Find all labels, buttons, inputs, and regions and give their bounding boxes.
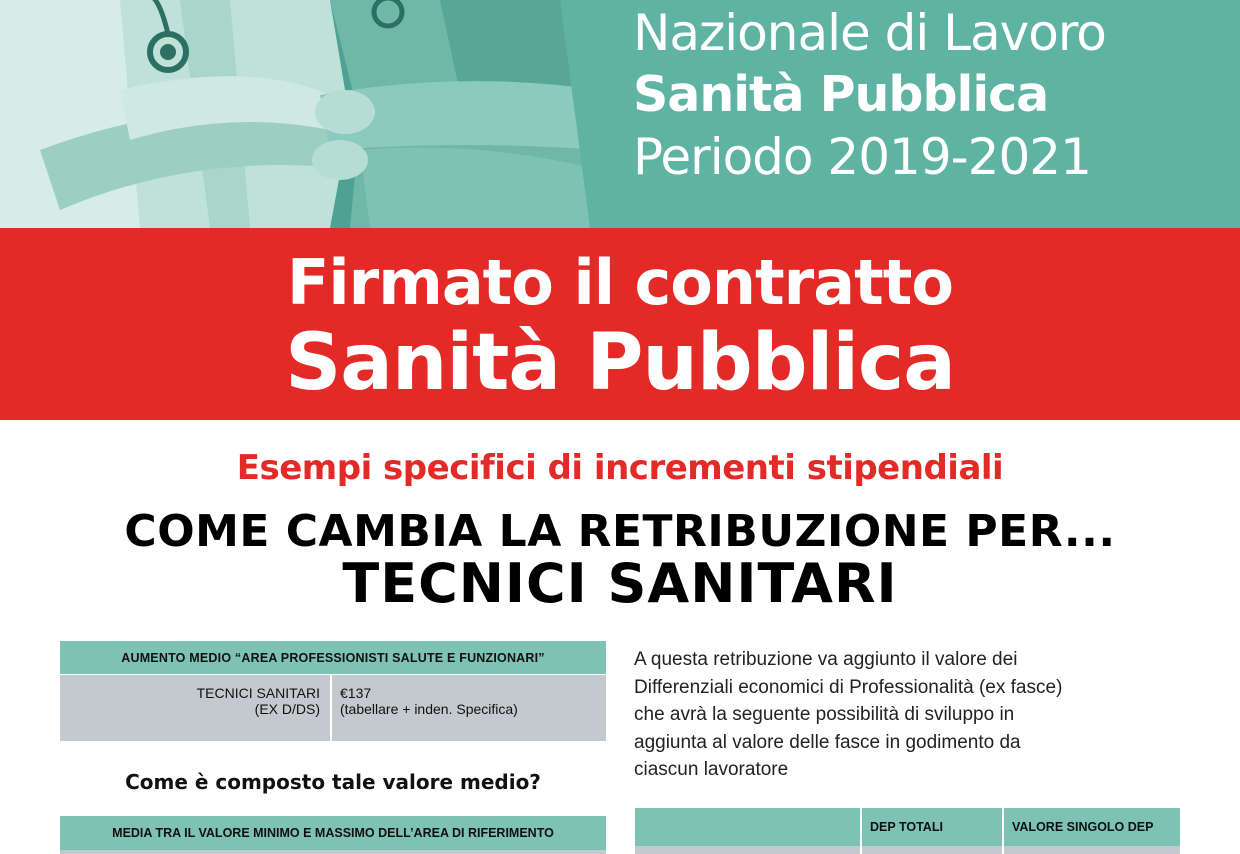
value-cell — [332, 675, 606, 741]
table-cell — [862, 846, 1004, 854]
header-cell-empty — [635, 808, 862, 846]
paragraph-line: ciascun lavoratore — [634, 759, 789, 780]
banner-line-2: Sanità Pubblica — [285, 318, 955, 408]
dep-paragraph — [634, 646, 1194, 784]
paragraph-line: che avrà la seguente possibilità di sviluppo in — [634, 704, 1015, 725]
paragraph-line: A questa retribuzione va aggiunto il valore dei — [634, 649, 1018, 670]
paragraph-line: Differenziali economici di Professionalità (ex fasce) — [634, 676, 1063, 698]
increase-note: (tabellare + inden. Specifica) — [340, 701, 518, 717]
table-row — [60, 674, 606, 741]
header-cell-dep-totali: DEP TOTALI — [862, 808, 1004, 846]
table-row — [635, 846, 1180, 854]
header-line-1: Nazionale di Lavoro — [633, 4, 1106, 62]
subtitle: Esempi specifici di incrementi stipendiali — [236, 448, 1004, 488]
header-section — [0, 0, 1240, 228]
table-header: MEDIA TRA IL VALORE MINIMO E MASSIMO DELL’AREA DI RIFERIMENTO — [112, 826, 554, 840]
red-banner — [0, 228, 1240, 420]
headline-line-1: COME CAMBIA LA RETRIBUZIONE PER... — [124, 506, 1116, 557]
header-title — [633, 4, 1106, 186]
table-header: AUMENTO MEDIO “AREA PROFESSIONISTI SALUTE E FUNZIONARI” — [60, 641, 606, 674]
banner-line-1: Firmato il contratto — [287, 246, 953, 319]
role-category: (EX D/DS) — [254, 701, 320, 717]
doctors-crossed-arms-photo — [0, 0, 610, 228]
role-cell — [60, 675, 332, 741]
header-cell-valore-singolo: VALORE SINGOLO DEP — [1012, 820, 1154, 834]
average-increase-table — [60, 641, 606, 741]
role-name: TECNICI SANITARI — [196, 685, 320, 701]
headline-line-2: TECNICI SANITARI — [342, 552, 898, 615]
table-cell — [635, 846, 862, 854]
dep-table — [635, 808, 1180, 854]
question-heading: Come è composto tale valore medio? — [125, 770, 541, 794]
increase-value: €137 — [340, 685, 372, 701]
doctors-illustration — [0, 0, 610, 228]
table-header — [635, 808, 1180, 846]
table-row — [60, 850, 606, 854]
header-line-3: Periodo 2019-2021 — [633, 128, 1091, 186]
paragraph-line: aggiunta al valore delle fasce in godimento da — [634, 731, 1021, 753]
header-line-2: Sanità Pubblica — [633, 66, 1049, 123]
average-composition-table — [60, 816, 606, 854]
